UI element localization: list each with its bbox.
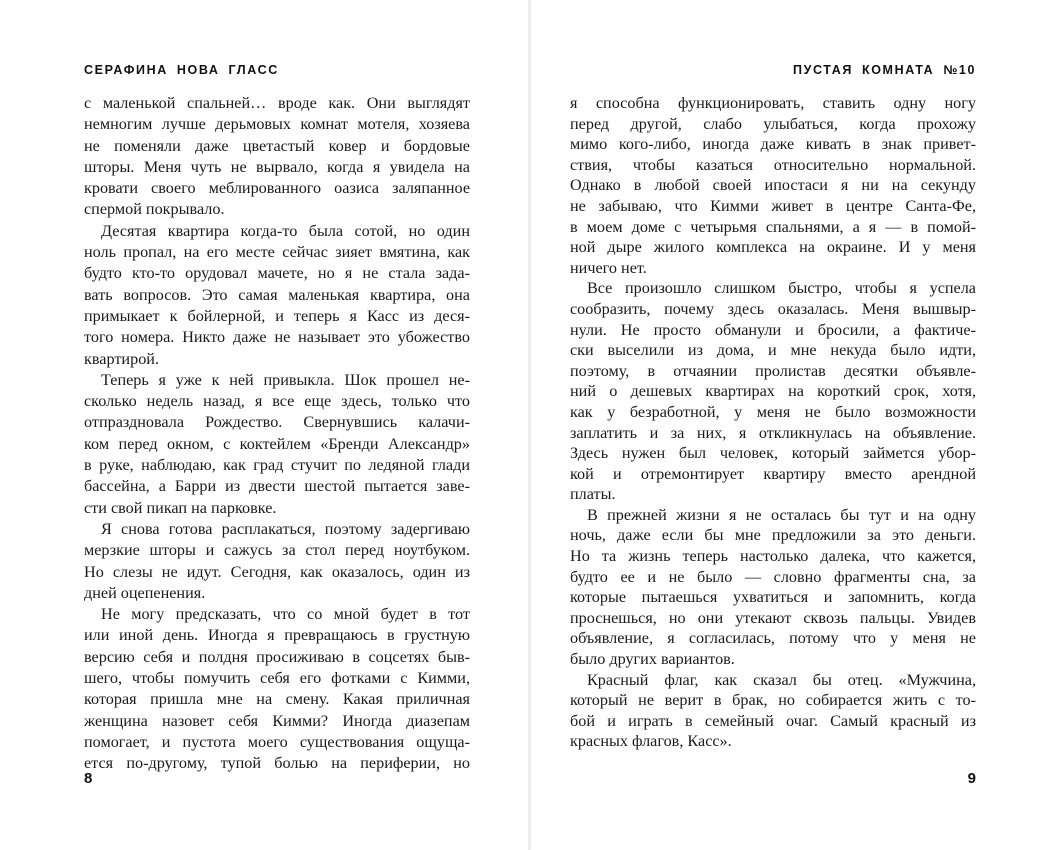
text-line: нули. Не просто обманули и бросили, а фактиче- [570,320,976,339]
text-line: или иной день. Иногда я превращаюсь в грустную [84,626,470,645]
page-number: 9 [967,770,976,787]
right-page [530,0,1060,850]
text-line: ется по-другому, тупой болью на периферии, но [84,754,470,773]
paragraph [570,93,976,278]
text-line: В прежней жизни я не осталась бы тут и на одну [587,505,976,524]
page-number: 8 [84,770,93,787]
text-line: версию себя и полдня просиживаю в соцсетях быв- [84,647,470,666]
text-line: которая пришла мне на смену. Какая приличная [84,690,470,709]
text-line: я способна функционировать, ставить одну ногу [570,94,976,112]
text-line: заплатить и за них, я откликнулась на объявление. [570,423,976,442]
text-line: в руке, наблюдаю, как град стучит по ледяной глади [84,456,470,475]
text-line: Теперь я уже к ней привыкла. Шок прошел не- [101,370,470,389]
text-line: как у безработной, у меня не было возможности [570,402,976,421]
text-line: Десятая квартира когда-то была сотой, но один [101,221,470,240]
text-line: красных флагов, Касс». [570,732,732,751]
text-line: шего, чтобы помучить себя его фотками с Кимми, [84,669,470,688]
text-line: ной дыре жилого комплекса на окраине. И у меня [570,238,976,257]
page-body [84,93,470,775]
text-line: не поменяли даже цветастый ковер и бордовые [84,136,470,155]
text-line: мерзкие шторы и сажусь за стол перед ноутбуком. [84,541,470,560]
text-line: Не могу предсказать, что со мной будет в тот [101,605,470,624]
paragraph [570,505,976,670]
text-line: объявление, я согласилась, потому что у меня не [570,629,976,648]
text-line: кой и отремонтирует квартиру вместо арендной [570,464,976,483]
text-line: Но слезы не идут. Сегодня, как оказалось, один из [84,562,470,581]
text-line: бассейна, а Барри из двести шестой пытается заве- [84,477,470,496]
text-line: ски выселили из дома, и мне некуда было идти, [570,341,976,360]
text-line: в моем доме с четырьмя спальнями, а я — в помой- [570,217,976,236]
paragraph [84,604,470,774]
running-head-author: СЕРАФИНА НОВА ГЛАСС [84,63,279,77]
text-line: Однако в любой своей ипостаси я ни на секунду [570,176,976,195]
text-line: отпраздновала Рождество. Свернувшись калачи- [84,413,470,432]
text-line: спермой покрывало. [84,200,225,219]
text-line: помогает, и пустота моего существования ощуща- [84,732,470,751]
text-line: не забываю, что Кимми живет в центре Санта-Фе, [570,196,976,215]
text-line: будто ее и не было — словно фрагменты сна, за [570,567,976,586]
text-line: сколько недель назад, я все еще здесь, только что [84,392,470,411]
text-line: примыкает к бойлерной, и теперь я Касс из деся- [84,306,470,325]
text-line: ний о дешевых квартирах на короткий срок, хотя, [570,382,976,401]
text-line: с маленькой спальней… вроде как. Они выглядят [84,94,470,112]
text-line: будто кто-то орудовал мачете, но я не стала зада- [84,264,470,283]
text-line: перед другой, слабо улыбаться, когда прохожу [570,114,976,133]
text-line: платы. [570,485,616,504]
text-line: ночь, даже если бы мне предложили за это деньги. [570,526,976,545]
text-line: шторы. Меня чуть не вырвало, когда я увидела на [84,157,470,176]
text-line: проснешься, но они утекают сквозь пальцы. Увидев [570,608,976,627]
text-line: того номера. Никто даже не называет это убожество [84,328,470,347]
text-line: Красный флаг, как сказал бы отец. «Мужчина, [587,670,976,689]
paragraph [84,370,470,519]
text-line: ком перед окном, с коктейлем «Бренди Александр» [84,434,470,453]
page-body [570,93,976,752]
text-line: ствия, чтобы казаться относительно нормальной. [570,155,976,174]
text-line: сообразить, почему здесь оказалась. Меня вышвыр- [570,299,976,318]
text-line: Я снова готова расплакаться, поэтому задергиваю [101,519,470,538]
text-line: мимо кого-либо, иногда даже кивать в знак привет- [570,135,976,154]
text-line: сти свой пикап на парковке. [84,498,277,517]
text-line: квартирой. [84,349,159,368]
text-line: женщина назовет себя Кимми? Иногда диазепам [84,711,470,730]
text-line: бой и играть в семейный очаг. Самый красный из [570,711,976,730]
paragraph [84,519,470,604]
paragraph [570,278,976,505]
text-line: которые пытаешься ухватиться и запомнить, когда [570,588,976,607]
text-line: Все произошло слишком быстро, чтобы я успела [587,279,976,298]
text-line: было других вариантов. [570,650,735,669]
text-line: кровати своего меблированного оазиса заляпанное [84,179,470,198]
paragraph [84,221,470,370]
text-line: ноль пропал, на его месте сейчас зияет вмятина, как [84,243,470,262]
paragraph [570,670,976,752]
running-head-title: ПУСТАЯ КОМНАТА №10 [793,63,976,77]
text-line: немногим лучше дерьмовых комнат мотеля, хозяева [84,115,470,134]
text-line: дней оцепенения. [84,583,206,602]
text-line: поэтому, в отчаянии пролистав десятки объявле- [570,361,976,380]
text-line: который не верит в брак, но собирается жить с то- [570,691,976,710]
text-line: вать вопросов. Это самая маленькая квартира, она [84,285,470,304]
paragraph [84,93,470,221]
text-line: Здесь нужен был человек, который займется убор- [570,444,976,463]
text-line: ничего нет. [570,258,647,277]
text-line: Но та жизнь теперь настолько далека, что кажется, [570,547,976,566]
